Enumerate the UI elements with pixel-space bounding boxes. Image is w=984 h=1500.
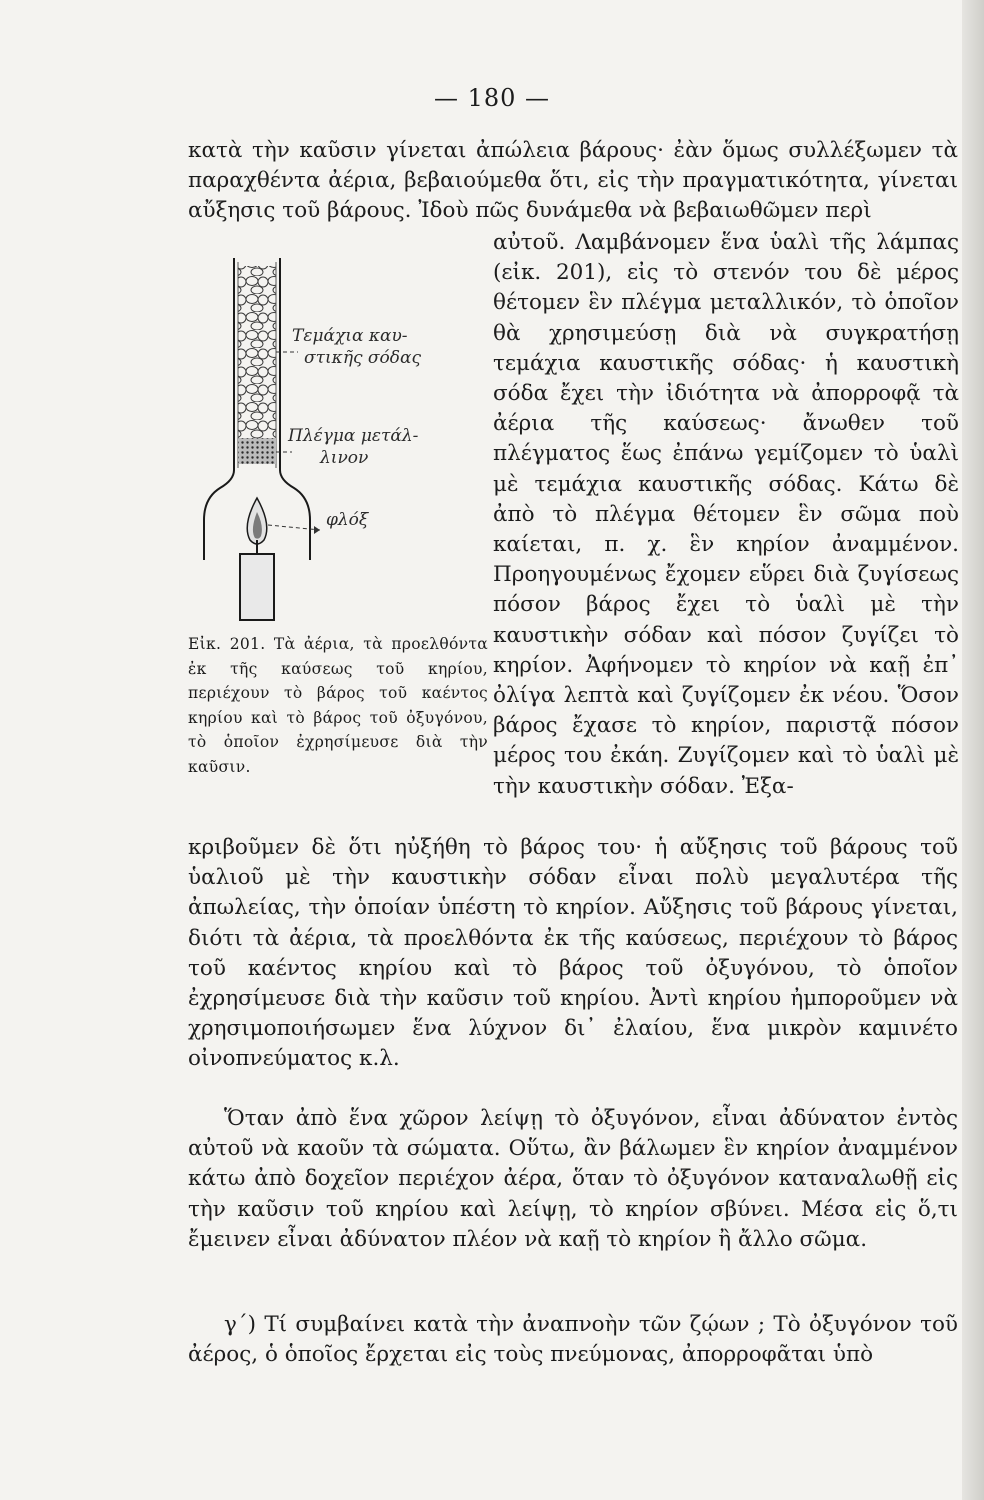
label-caustic-soda-line2: στικῆς σόδας [304,348,422,368]
page-number: — 180 — [433,84,551,112]
label-metal-mesh-line1: Πλέγμα μετάλ- [288,426,419,446]
page-edge [962,0,984,1500]
label-metal-mesh-line2: λινον [320,448,369,468]
lower-text: κριβοῦμεν δὲ ὅτι ηὐξήθη τὸ βάρος του· ἡ αὔξησις τοῦ βάρους τοῦ ὑαλιοῦ μὲ τὴν καυστικὴν σόδαν εἶναι πολὺ μεγαλυτέρα τῆς ἀπωλείας, τὴν ὁποίαν ὑπέστη τὸ κηρίον. Αὔξησις τοῦ βάρους γίνεται, διότι τὰ ἀέρια, τὰ προελθόντα ἐκ τῆς καύσεως, περιέχουν τὸ βάρος τοῦ καέντος κηρίου καὶ τὸ βάρος τοῦ ὀξυγόνου, τὸ ὁποῖον ἐχρησίμευσε διὰ τὴν καῦσιν τοῦ κηρίου. Ἀντὶ κηρίου ἠμποροῦμεν νὰ χρησιμοποιήσωμεν ἕνα λύχνον δι᾽ ἐλαίου, ἕνα μικρὸν καμινέτο οἰνοπνεύματος κ.λ. [188,835,958,1072]
paragraph-oxygen-absence: Ὅταν ἀπὸ ἕνα χῶρον λείψῃ τὸ ὀξυγόνον, εἶναι ἀδύνατον ἐντὸς αὐτοῦ νὰ καοῦν τὰ σώματα. Οὕτω, ἂν βάλωμεν ἓν κηρίον ἀναμμένον κάτω ἀπὸ δοχεῖον περιέχον ἀέρα, ὅταν τὸ ὀξυγόνον καταναλωθῇ εἰς τὴν καῦσιν τοῦ κηρίου καὶ λείψῃ, τὸ κηρίον σβύνει. Μέσα εἰς ὅ,τι ἔμεινεν εἶναι ἀδύνατον πλέον νὰ καῇ τὸ κηρίον ἢ ἄλλο σῶμα. [188,1106,958,1252]
right-column-text: αὐτοῦ. Λαμβάνομεν ἕνα ὑαλὶ τῆς λάμπας (εἰκ. 201), εἰς τὸ στενόν του δὲ μέρος θέτομεν ἓν πλέγμα μεταλλικόν, τὸ ὁποῖον θὰ χρησιμεύσῃ διὰ νὰ συγκρατήσῃ τεμάχια καυστικῆς σόδας· ἡ καυστικὴ σόδα ἔχει τὴν ἰδιότητα νὰ ἀπορροφᾷ τὰ ἀέρια τῆς καύσεως· ἄνωθεν τοῦ πλέγματος ἕως ἐπάνω γεμίζομεν τὸ ὑαλὶ μὲ τεμάχια καυστικῆς σόδας. Κάτω δὲ ἀπὸ τὸ πλέγμα θέτομεν ἓν σῶμα ποὺ καίεται, π. χ. ἓν κηρίον ἀναμμένον. Προηγουμένως ἔχομεν εὕρει διὰ ζυγίσεως πόσον βάρος ἔχει τὸ ὑαλὶ μὲ τὴν καυστικὴν σόδαν καὶ πόσον ζυγίζει τὸ κηρίον. Ἀφήνομεν τὸ κηρίον νὰ καῇ ἐπ᾽ ὀλίγα λεπτὰ καὶ ζυγίζομεν ἐκ νέου. Ὅσον βάρος ἔχασε τὸ κηρίον, παριστᾷ πόσον μέρος του ἐκάη. Ζυγίζομεν καὶ τὸ ὑαλὶ μὲ τὴν καυστικὴν σόδαν. Ἐξα- [493,230,959,799]
label-flame: φλόξ [326,510,369,530]
figure-201 [180,240,480,630]
figure-caption: Εἰκ. 201. Τὰ ἀέρια, τὰ προελθόντα ἐκ τῆς καύσεως τοῦ κηρίου, περιέχουν τὸ βάρος τοῦ καέντος κηρίου καὶ τὸ βάρος τοῦ ὀξυγόνου, τὸ ὁποῖον ἐχρησίμευσε διὰ τὴν καῦσιν. [188,635,488,776]
paragraph-respiration: γ´) Τί συμβαίνει κατὰ τὴν ἀναπνοὴν τῶν ζῴων ; Τὸ ὀξυγόνον τοῦ ἀέρος, ὁ ὁποῖος ἔρχεται εἰς τοὺς πνεύμονας, ἀπορροφᾶται ὑπὸ [188,1312,958,1368]
label-caustic-soda-line1: Τεμάχια καυ- [292,326,408,346]
top-text: κατὰ τὴν καῦσιν γίνεται ἀπώλεια βάρους· ἐὰν ὅμως συλλέξωμεν τὰ παραχθέντα ἀέρια, βεβαιούμεθα ὅτι, εἰς τὴν πραγματικότητα, γίνεται αὔξησις τοῦ βάρους. Ἰδοὺ πῶς δυνάμεθα νὰ βεβαιωθῶμεν περὶ [188,138,958,224]
